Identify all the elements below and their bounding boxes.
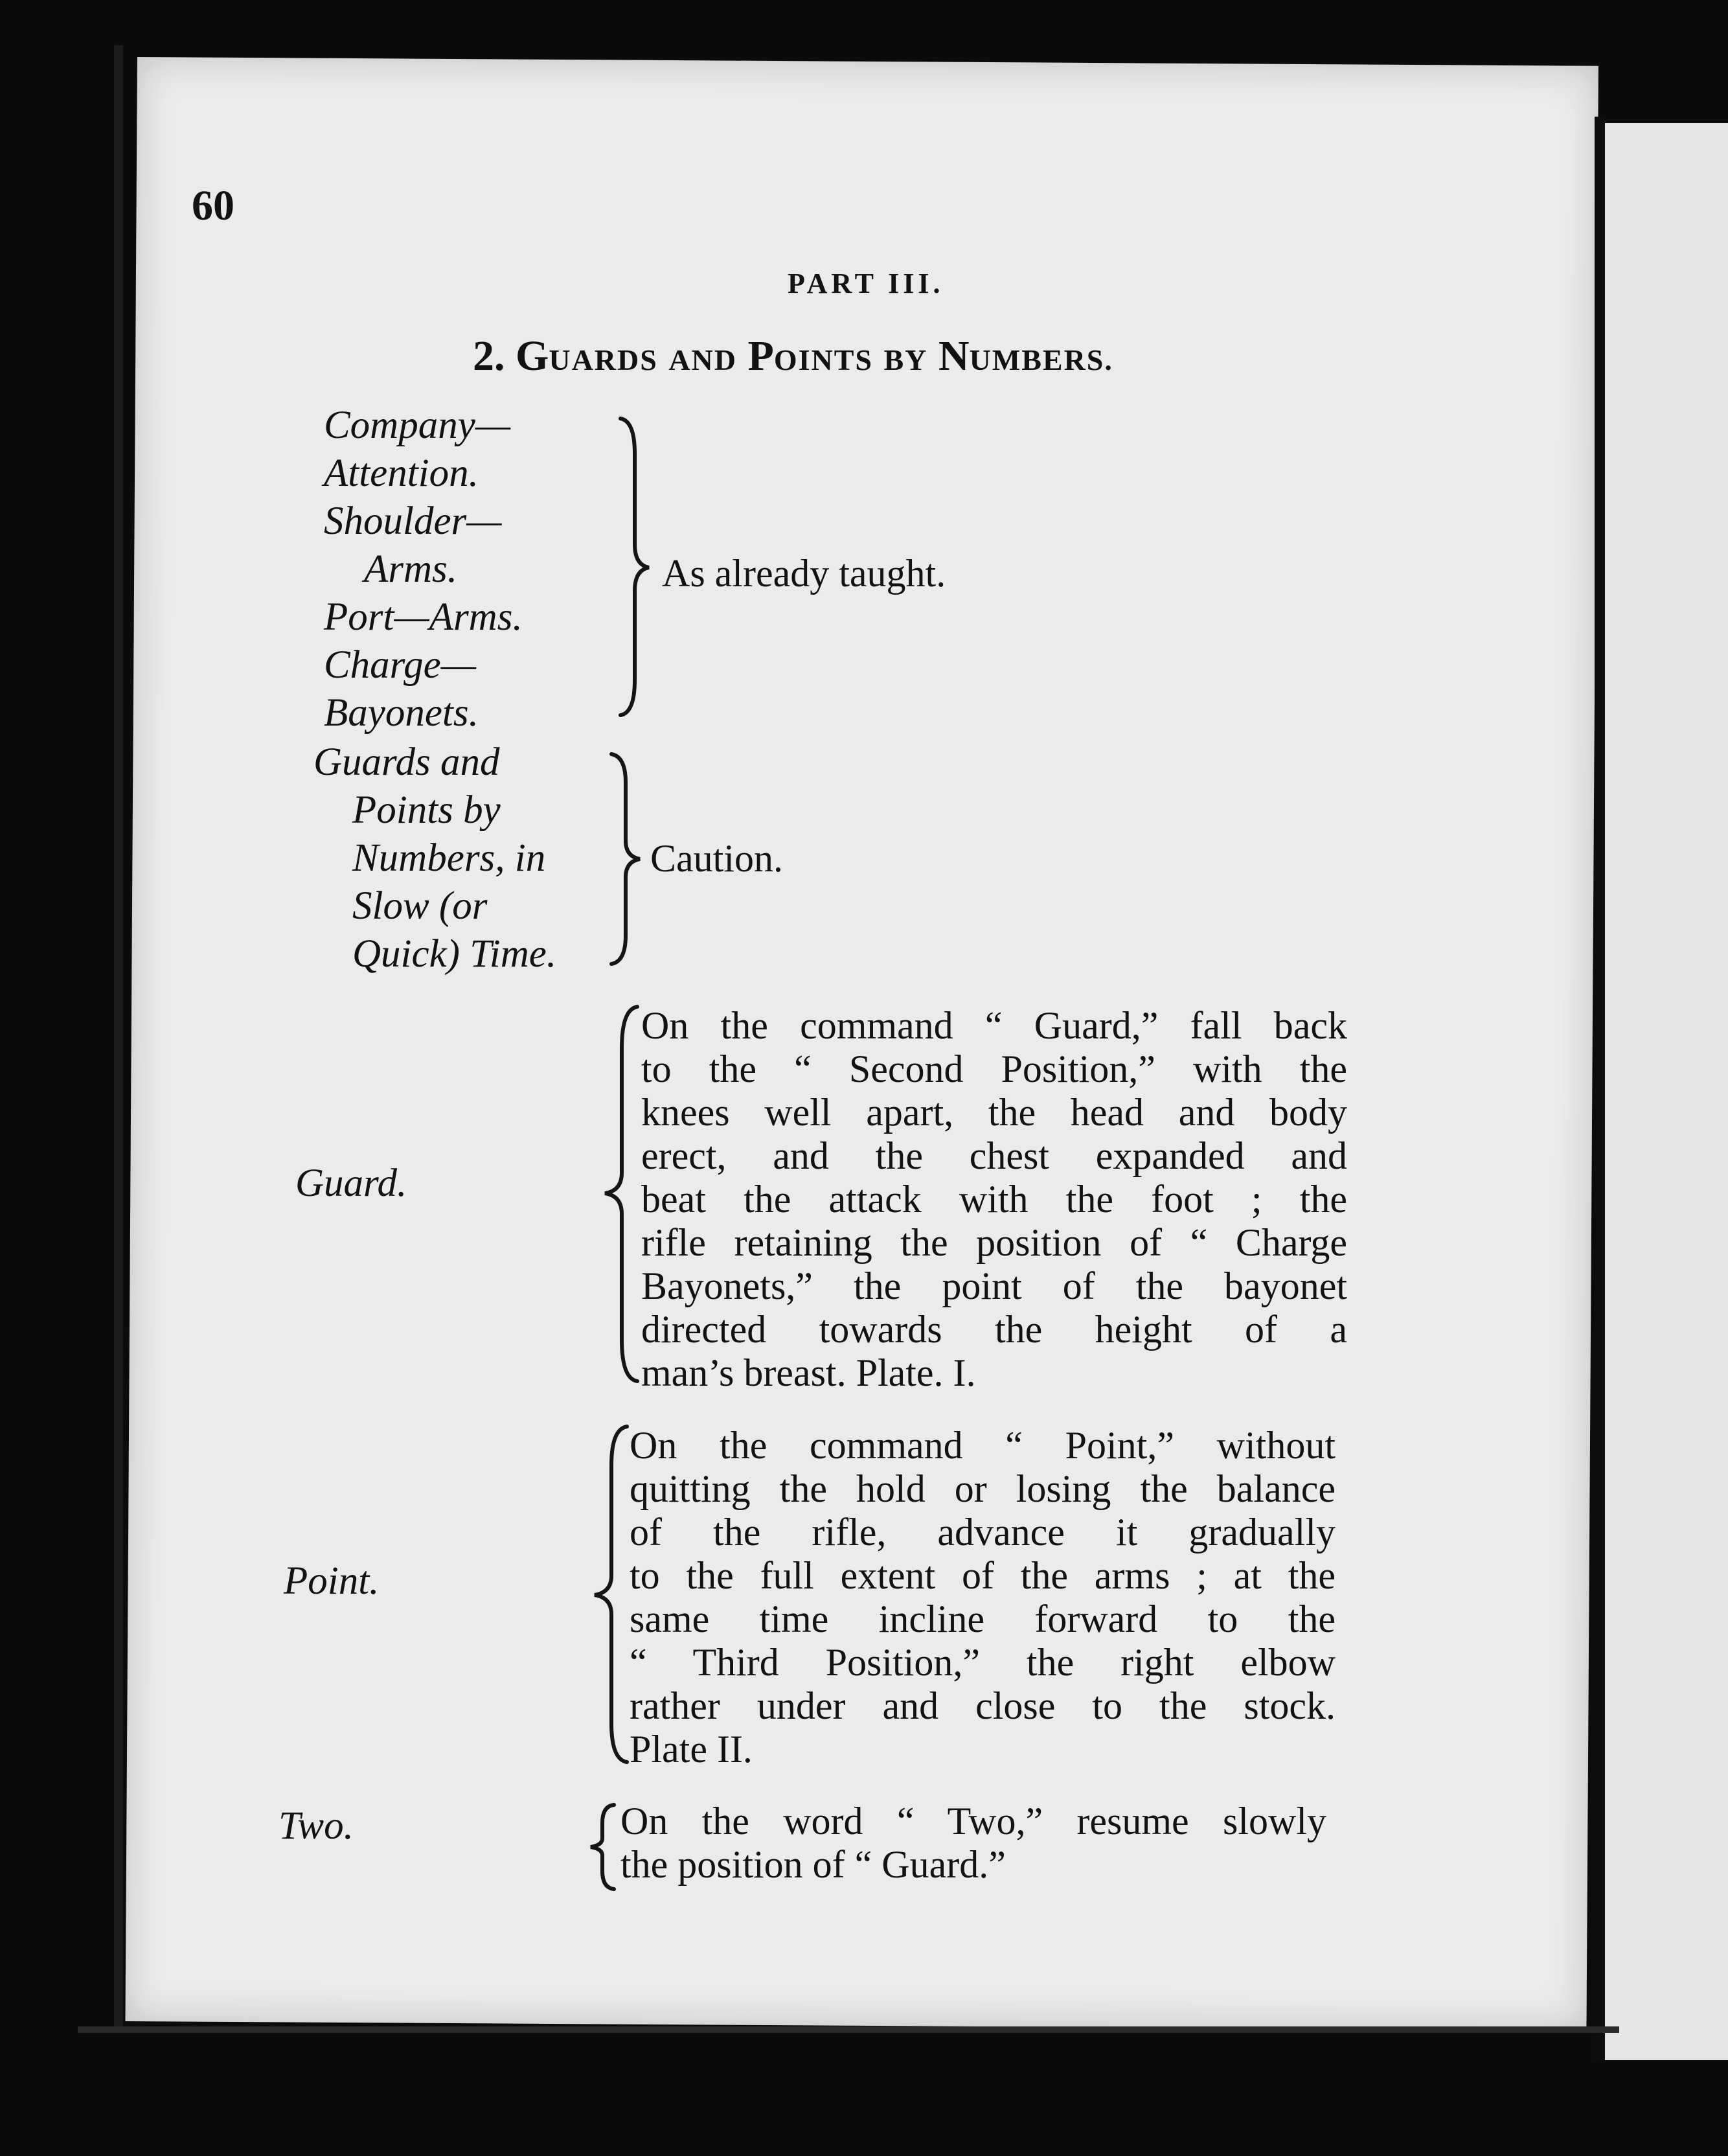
command-line: Bayonets.	[324, 691, 479, 735]
text-line: rifle retaining the position of “ Charge	[641, 1221, 1347, 1264]
command-line: Company—	[324, 404, 511, 447]
command-line: Quick) Time.	[352, 932, 557, 976]
text-line: erect, and the chest expanded and	[641, 1134, 1347, 1177]
text-line: quitting the hold or losing the balance	[630, 1467, 1336, 1510]
right-brace	[617, 415, 655, 719]
text-line: “ Third Position,” the right elbow	[630, 1641, 1336, 1684]
text-line: to the full extent of the arms ; at the	[630, 1554, 1336, 1597]
text-line: the position of “ Guard.”	[620, 1843, 1006, 1886]
right-brace	[608, 750, 646, 967]
command-line: Numbers, in	[352, 836, 546, 880]
description-guard	[641, 1004, 1347, 1395]
command-line: Attention.	[324, 452, 479, 495]
text-line: of the rifle, advance it gradually	[630, 1511, 1336, 1554]
text-line: On the command “ Guard,” fall back	[641, 1004, 1347, 1047]
description-point	[630, 1424, 1336, 1771]
text-line: knees well apart, the head and body	[641, 1091, 1347, 1134]
command-point: Point.	[284, 1559, 380, 1603]
book-spine-edge	[114, 45, 123, 2028]
section-word-3: POINTS	[747, 332, 873, 380]
text-line: beat the attack with the foot ; the	[641, 1178, 1347, 1221]
running-head: PART III.	[788, 268, 944, 299]
text-line: directed towards the height of a	[641, 1308, 1347, 1351]
text-line: man’s breast. Plate. I.	[641, 1351, 976, 1394]
section-number: 2.	[473, 332, 505, 380]
left-brace	[596, 1003, 641, 1385]
command-line: Port—Arms.	[324, 595, 523, 639]
command-two: Two.	[279, 1804, 354, 1848]
section-word-5: NUMBERS.	[938, 332, 1113, 380]
command-line: Guards and	[313, 740, 500, 784]
section-word-4: BY	[883, 343, 928, 376]
description-caution: Caution.	[650, 837, 783, 880]
text-line: On the command “ Point,” without	[630, 1424, 1336, 1467]
text-line: to the “ Second Position,” with the	[641, 1048, 1347, 1090]
command-column-attention	[324, 402, 523, 737]
page-bottom-edge	[78, 2026, 1619, 2033]
left-brace	[580, 1801, 619, 1893]
page-number: 60	[192, 182, 234, 229]
section-word-2: AND	[668, 343, 737, 376]
facing-page-edge	[1605, 123, 1728, 2060]
text-line: Plate II.	[630, 1728, 753, 1771]
section-word-1: GUARDS	[516, 332, 658, 380]
description-attention: As already taught.	[662, 552, 946, 595]
command-line: Slow (or	[352, 884, 488, 928]
description-two	[620, 1800, 1326, 1886]
text-line: same time incline forward to the	[630, 1598, 1336, 1640]
left-brace	[585, 1423, 631, 1766]
command-line: Arms.	[364, 547, 458, 591]
text-line: On the word “ Two,” resume slowly	[620, 1800, 1326, 1842]
command-line: Points by	[352, 788, 501, 832]
command-line: Charge—	[324, 643, 476, 687]
text-line: rather under and close to the stock.	[630, 1684, 1336, 1727]
command-column-caution	[313, 739, 556, 978]
command-line: Shoulder—	[324, 499, 502, 543]
command-guard: Guard.	[295, 1162, 407, 1205]
text-line: Bayonets,” the point of the bayonet	[641, 1265, 1347, 1307]
section-title	[473, 332, 1113, 381]
